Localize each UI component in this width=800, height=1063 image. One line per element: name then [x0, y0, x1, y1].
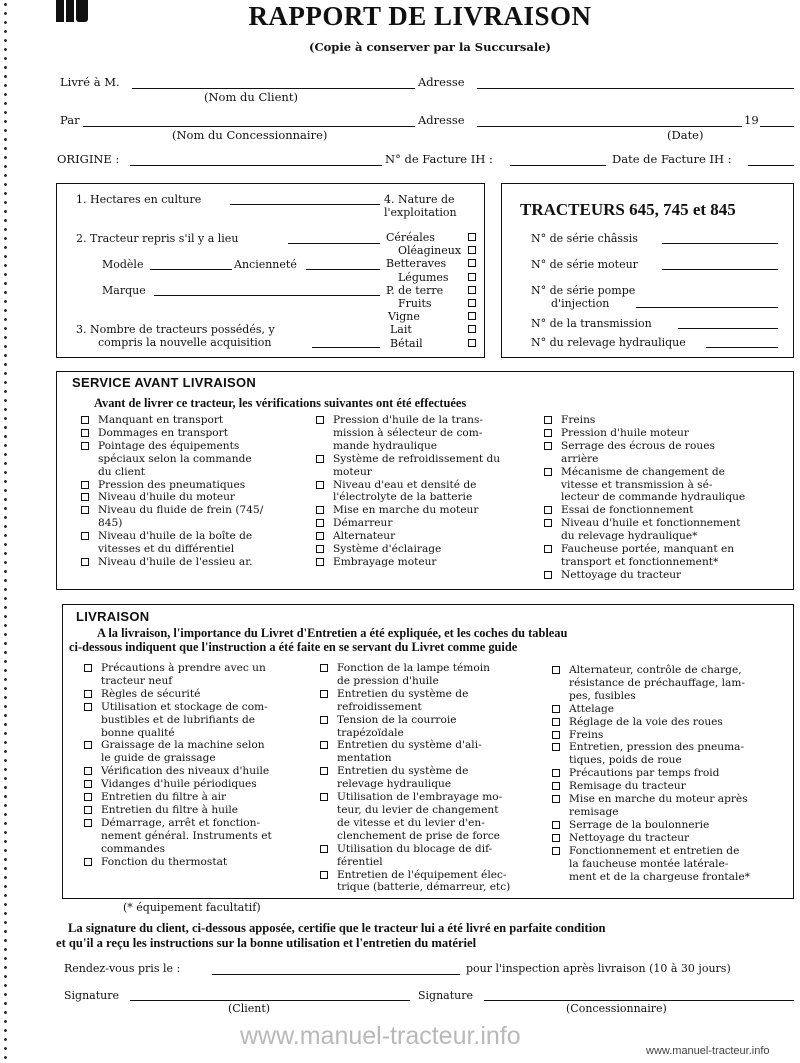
- service-item[interactable]: [544, 517, 745, 543]
- nature-list: [386, 231, 476, 350]
- livraison-item-text: Utilisation de l'embrayage mo-: [337, 791, 503, 804]
- service-item[interactable]: [544, 504, 745, 517]
- livraison-item[interactable]: [84, 778, 272, 791]
- serie-moteur-line[interactable]: [662, 269, 778, 270]
- nature-item: [386, 284, 476, 297]
- service-item[interactable]: [544, 543, 745, 569]
- service-checkbox[interactable]: [81, 558, 89, 566]
- livraison-item[interactable]: [552, 845, 750, 884]
- livraison-item-text: résistance de préchauffage, lam-: [569, 676, 745, 689]
- rdv-suffix: pour l'inspection après livraison (10 à 30 jours): [466, 962, 731, 975]
- livraison-item-text: Fonction du thermostat: [101, 855, 228, 868]
- nature-item-label: Bétail: [390, 336, 423, 350]
- nombre-label-2: compris la nouvelle acquisition: [98, 336, 272, 349]
- service-item-text: Niveau d'huile de la boîte de: [98, 530, 253, 543]
- livraison-item-text: Serrage de la boulonnerie: [569, 818, 710, 831]
- repris-label: 2. Tracteur repris s'il y a lieu: [76, 232, 239, 245]
- client-caption: (Client): [228, 1002, 271, 1015]
- service-item-text: lecteur de commande hydraulique: [561, 491, 746, 504]
- livraison-item[interactable]: [552, 703, 750, 716]
- livraison-item[interactable]: [320, 791, 510, 843]
- service-item-text: Système de refroidissement du: [333, 452, 501, 465]
- service-item-text: Nettoyage du tracteur: [561, 568, 682, 581]
- livraison-checkbox[interactable]: [320, 716, 328, 724]
- adresse-label-2: Adresse: [418, 113, 465, 127]
- tracteurs-title: TRACTEURS 645, 745 et 845: [520, 200, 736, 219]
- livraison-item-text: Nettoyage du tracteur: [569, 831, 690, 844]
- livraison-heading: LIVRAISON: [76, 609, 150, 624]
- nature-item-label: Céréales: [386, 231, 435, 244]
- service-item-text: Niveau d'eau et densité de: [333, 478, 477, 491]
- livraison-item[interactable]: [552, 729, 750, 742]
- serie-chassis-line[interactable]: [662, 243, 778, 244]
- livraison-checkbox[interactable]: [320, 664, 328, 672]
- nature-checkbox[interactable]: [468, 325, 476, 333]
- nature-label-2: l'exploitation: [384, 206, 457, 219]
- livraison-item-text: le guide de graissage: [101, 752, 216, 765]
- rdv-line[interactable]: [212, 974, 460, 975]
- livraison-item[interactable]: [552, 780, 750, 793]
- nature-item: [386, 337, 476, 350]
- adresse-label-1: Adresse: [418, 75, 465, 89]
- livraison-item-text: Démarrage, arrêt et fonction-: [101, 816, 261, 829]
- livraison-checkbox[interactable]: [552, 795, 560, 803]
- origine-label: ORIGINE :: [57, 152, 120, 166]
- service-checkbox[interactable]: [316, 519, 324, 527]
- livraison-checkbox[interactable]: [320, 793, 328, 801]
- livraison-item-text: nement général. Instruments et: [101, 829, 272, 842]
- service-checkbox[interactable]: [81, 416, 89, 424]
- nombre-label-1: 3. Nombre de tracteurs possédés, y: [76, 323, 275, 336]
- service-intro: Avant de livrer ce tracteur, les vérifications suivantes ont été effectuées: [94, 396, 467, 410]
- nature-checkbox[interactable]: [468, 312, 476, 320]
- service-item-text: Système d'éclairage: [333, 543, 442, 556]
- livraison-checkbox[interactable]: [320, 690, 328, 698]
- livraison-checkbox[interactable]: [552, 731, 560, 739]
- livraison-item-text: trapézoïdale: [337, 726, 404, 739]
- service-item-text: vitesse et transmission à sé-: [561, 478, 713, 491]
- service-item-text: l'électrolyte de la batterie: [333, 491, 473, 504]
- livraison-item[interactable]: [320, 843, 510, 869]
- livraison-item-text: Réglage de la voie des roues: [569, 715, 723, 728]
- service-checkbox[interactable]: [316, 481, 324, 489]
- service-item-text: Dommages en transport: [98, 426, 228, 439]
- service-checkbox[interactable]: [544, 545, 552, 553]
- livraison-checkbox[interactable]: [84, 858, 92, 866]
- nature-checkbox[interactable]: [468, 259, 476, 267]
- nature-item: [386, 244, 476, 257]
- livraison-item-text: Fonctionnement et entretien de: [569, 844, 740, 857]
- service-checkbox[interactable]: [544, 468, 552, 476]
- livraison-item-text: Entretien du filtre à air: [101, 791, 227, 804]
- service-item-text: moteur: [333, 465, 372, 478]
- service-item-text: Mise en marche du moteur: [333, 504, 479, 517]
- service-item-text: Pression d'huile moteur: [561, 426, 689, 439]
- nature-item: [386, 257, 476, 270]
- livraison-item[interactable]: [320, 739, 510, 765]
- facture-date-label: Date de Facture IH :: [612, 152, 732, 166]
- marque-label: Marque: [102, 284, 146, 297]
- livraison-checkbox[interactable]: [552, 834, 560, 842]
- serie-moteur-label: N° de série moteur: [531, 258, 638, 271]
- service-item-text: Mécanisme de changement de: [561, 465, 725, 478]
- client-name-line[interactable]: [132, 88, 415, 89]
- service-item[interactable]: [316, 530, 500, 543]
- livraison-item-text: Tension de la courroie: [337, 713, 457, 726]
- livraison-item-text: tiques, poids de roue: [569, 754, 682, 767]
- service-item-text: Pression d'huile de la trans-: [333, 414, 484, 426]
- service-item[interactable]: [81, 479, 263, 492]
- livraison-item-text: Freins: [569, 728, 604, 741]
- livraison-item[interactable]: [552, 741, 750, 767]
- service-item-text: Manquant en transport: [98, 414, 224, 426]
- livraison-item-text: refroidissement: [337, 700, 422, 713]
- livraison-checkbox[interactable]: [552, 666, 560, 674]
- livraison-item[interactable]: [552, 832, 750, 845]
- service-item[interactable]: [316, 543, 500, 556]
- service-checkbox[interactable]: [81, 506, 89, 514]
- livraison-item[interactable]: [84, 739, 272, 765]
- service-item-text: spéciaux selon la commande: [98, 452, 252, 465]
- nature-checkbox[interactable]: [468, 339, 476, 347]
- pompe-label-1: N° de série pompe: [531, 284, 636, 297]
- livraison-item[interactable]: [84, 791, 272, 804]
- service-item[interactable]: [316, 504, 500, 517]
- relevage-label: N° du relevage hydraulique: [531, 336, 686, 349]
- livraison-item-text: Précautions à prendre avec un: [101, 662, 266, 674]
- livraison-item-text: bustibles et de lubrifiants de: [101, 713, 256, 726]
- service-item-text: vitesses et du différentiel: [98, 543, 235, 556]
- service-item-text: mission à sélecteur de com-: [333, 426, 483, 439]
- hectares-label: 1. Hectares en culture: [76, 193, 202, 206]
- service-item[interactable]: [544, 569, 745, 582]
- livraison-item-text: bonne qualité: [101, 726, 175, 739]
- nature-label-1: 4. Nature de: [384, 193, 455, 206]
- service-item[interactable]: [544, 440, 745, 466]
- livraison-checkbox[interactable]: [552, 743, 560, 751]
- livraison-checkbox[interactable]: [84, 741, 92, 749]
- modele-label: Modèle: [102, 258, 144, 271]
- dealer-address-line[interactable]: [477, 126, 742, 127]
- livraison-item-text: Entretien du filtre à huile: [101, 803, 239, 816]
- service-item[interactable]: [544, 466, 745, 505]
- concessionnaire-caption: (Concessionnaire): [566, 1002, 667, 1015]
- transmission-label: N° de la transmission: [531, 317, 652, 330]
- nature-item-label: Lait: [390, 323, 412, 337]
- marque-line[interactable]: [154, 295, 380, 296]
- service-checkbox[interactable]: [316, 416, 324, 424]
- service-item-text: Alternateur: [333, 530, 396, 543]
- service-checkbox[interactable]: [316, 455, 324, 463]
- livraison-item[interactable]: [84, 701, 272, 740]
- client-signature-line[interactable]: [130, 1000, 410, 1001]
- livraison-checkbox[interactable]: [84, 780, 92, 788]
- livraison-item-text: Alternateur, contrôle de charge,: [569, 664, 742, 676]
- footnote-optional: (* équipement facultatif): [123, 901, 261, 914]
- pompe-line[interactable]: [636, 307, 778, 308]
- livraison-column-2: [320, 662, 510, 894]
- service-item-text: Freins: [561, 414, 596, 426]
- livraison-item[interactable]: [320, 869, 510, 895]
- service-checkbox[interactable]: [81, 429, 89, 437]
- nombre-line[interactable]: [312, 347, 380, 348]
- livraison-item-text: Mise en marche du moteur après: [569, 793, 748, 806]
- rdv-label: Rendez-vous pris le :: [64, 962, 181, 975]
- livraison-item[interactable]: [84, 817, 272, 856]
- nature-item: [386, 271, 476, 284]
- livraison-item[interactable]: [552, 664, 750, 703]
- service-item[interactable]: [544, 427, 745, 440]
- service-item-text: du relevage hydraulique*: [561, 530, 698, 543]
- date-caption: (Date): [667, 128, 704, 142]
- service-checkbox[interactable]: [81, 532, 89, 540]
- signature-label-dealer: Signature: [418, 989, 474, 1002]
- service-checkbox[interactable]: [316, 506, 324, 514]
- service-item-text: Pression des pneumatiques: [98, 478, 246, 491]
- service-checkbox[interactable]: [81, 493, 89, 501]
- service-checkbox[interactable]: [544, 429, 552, 437]
- livraison-checkbox[interactable]: [84, 767, 92, 775]
- nature-item: [386, 297, 476, 310]
- page-subtitle: (Copie à conserver par la Succursale): [309, 40, 551, 54]
- nom-concessionnaire-caption: (Nom du Concessionnaire): [172, 128, 328, 142]
- service-item-text: Essai de fonctionnement: [561, 504, 694, 517]
- livre-label: Livré à M.: [60, 75, 120, 89]
- livraison-item[interactable]: [320, 714, 510, 740]
- service-item[interactable]: [81, 440, 263, 479]
- nature-item: [386, 231, 476, 244]
- service-item[interactable]: [81, 414, 263, 427]
- livraison-checkbox[interactable]: [84, 690, 92, 698]
- livraison-checkbox[interactable]: [320, 741, 328, 749]
- service-item[interactable]: [81, 491, 263, 504]
- livraison-item[interactable]: [320, 688, 510, 714]
- hectares-line[interactable]: [230, 204, 380, 205]
- livraison-item-text: Règles de sécurité: [101, 687, 201, 700]
- livraison-checkbox[interactable]: [84, 664, 92, 672]
- nature-checkbox[interactable]: [468, 233, 476, 241]
- livraison-checkbox[interactable]: [552, 718, 560, 726]
- livraison-checkbox[interactable]: [552, 705, 560, 713]
- livraison-item-text: relevage hydraulique: [337, 778, 452, 791]
- service-item[interactable]: [316, 556, 500, 569]
- livraison-item-text: Précautions par temps froid: [569, 767, 720, 780]
- livraison-item-text: Attelage: [569, 702, 615, 715]
- livraison-item[interactable]: [320, 662, 510, 688]
- livraison-intro-2: ci-dessous indiquent que l'instruction a été faite en se servant du Livret comme guide: [69, 640, 518, 654]
- livraison-item[interactable]: [84, 765, 272, 778]
- livraison-item-text: la faucheuse montée latérale-: [569, 857, 729, 870]
- client-address-line[interactable]: [477, 88, 794, 89]
- service-item-text: transport et fonctionnement*: [561, 555, 719, 568]
- livraison-item-text: Fonction de la lampe témoin: [337, 662, 490, 674]
- service-item-text: 845): [98, 517, 123, 530]
- nature-item-label: Vigne: [388, 310, 420, 324]
- livraison-checkbox[interactable]: [552, 782, 560, 790]
- modele-line[interactable]: [150, 269, 232, 270]
- service-checkbox[interactable]: [544, 519, 552, 527]
- nature-checkbox[interactable]: [468, 299, 476, 307]
- service-item-text: Serrage des écrous de roues: [561, 439, 715, 452]
- service-item-text: Embrayage moteur: [333, 555, 437, 568]
- signature-statement-2: et qu'il a reçu les instructions sur la bonne utilisation et l'entretien du matériel: [56, 936, 477, 950]
- nature-checkbox[interactable]: [468, 273, 476, 281]
- origine-line[interactable]: [130, 165, 382, 166]
- watermark-large: www.manuel-tracteur.info: [240, 1022, 521, 1050]
- livraison-column-1: [84, 662, 272, 869]
- livraison-checkbox[interactable]: [552, 769, 560, 777]
- service-checkbox[interactable]: [544, 416, 552, 424]
- service-item-text: Niveau d'huile du moteur: [98, 491, 235, 504]
- livraison-item-text: férentiel: [337, 855, 383, 868]
- livraison-item-text: teur, du levier de changement: [337, 803, 499, 816]
- livraison-intro-1: A la livraison, l'importance du Livret d'Entretien a été expliquée, et les coches du tableau: [97, 626, 568, 640]
- service-item[interactable]: [81, 427, 263, 440]
- nature-item-label: P. de terre: [386, 283, 444, 297]
- livraison-item-text: pes, fusibles: [569, 689, 636, 702]
- pompe-label-2: d'injection: [551, 297, 610, 310]
- livraison-item-text: Vérification des niveaux d'huile: [101, 765, 270, 778]
- service-checkbox[interactable]: [544, 571, 552, 579]
- livraison-column-3: [552, 664, 750, 883]
- service-item[interactable]: [316, 453, 500, 479]
- service-item-text: Niveau d'huile et fonctionnement: [561, 517, 741, 530]
- service-checkbox[interactable]: [316, 532, 324, 540]
- service-column-1: [81, 414, 263, 569]
- service-item[interactable]: [316, 414, 500, 453]
- service-item-text: Démarreur: [333, 517, 393, 530]
- livraison-checkbox[interactable]: [320, 845, 328, 853]
- nom-client-caption: (Nom du Client): [204, 90, 298, 104]
- livraison-item-text: clenchement de prise de force: [337, 829, 500, 842]
- service-checkbox[interactable]: [81, 442, 89, 450]
- livraison-item[interactable]: [84, 662, 272, 688]
- service-checkbox[interactable]: [316, 558, 324, 566]
- livraison-checkbox[interactable]: [84, 819, 92, 827]
- nature-item-label: Oléagineux: [398, 244, 462, 258]
- service-item[interactable]: [81, 556, 263, 569]
- service-item[interactable]: [544, 414, 745, 427]
- livraison-checkbox[interactable]: [320, 767, 328, 775]
- service-item-text: du client: [98, 465, 146, 478]
- nature-item-label: Légumes: [398, 270, 449, 284]
- livraison-item-text: Entretien, pression des pneuma-: [569, 741, 745, 754]
- dealer-name-line[interactable]: [83, 126, 415, 127]
- service-item-text: Niveau d'huile de l'essieu ar.: [98, 555, 253, 568]
- livraison-item[interactable]: [552, 793, 750, 819]
- livraison-item[interactable]: [552, 716, 750, 729]
- serie-chassis-label: N° de série châssis: [531, 232, 638, 245]
- nature-checkbox[interactable]: [468, 286, 476, 294]
- livraison-item-text: tracteur neuf: [101, 674, 173, 687]
- livraison-item-text: ment et de la chargeuse frontale*: [569, 870, 750, 883]
- livraison-item-text: mentation: [337, 752, 392, 765]
- par-label: Par: [60, 113, 80, 127]
- livraison-checkbox[interactable]: [552, 821, 560, 829]
- service-item-text: Niveau du fluide de frein (745/: [98, 504, 264, 517]
- livraison-item[interactable]: [320, 765, 510, 791]
- livraison-item-text: Entretien du système de: [337, 765, 469, 778]
- livraison-item[interactable]: [84, 688, 272, 701]
- signature-label-client: Signature: [64, 989, 120, 1002]
- service-checkbox[interactable]: [81, 481, 89, 489]
- transmission-line[interactable]: [678, 328, 778, 329]
- service-column-3: [544, 414, 745, 582]
- watermark-small: www.manuel-tracteur.info: [646, 1045, 770, 1057]
- service-item[interactable]: [81, 504, 263, 530]
- livraison-item-text: trique (batterie, démarreur, etc): [337, 881, 511, 894]
- signature-statement-1: La signature du client, ci-dessous apposée, certifie que le tracteur lui a été livré en parfaite condition: [68, 921, 606, 935]
- anciennete-line[interactable]: [306, 269, 380, 270]
- anciennete-label: Ancienneté: [234, 258, 297, 271]
- livraison-item-text: Vidanges d'huile périodiques: [101, 778, 257, 791]
- livraison-item-text: Graissage de la machine selon: [101, 739, 265, 752]
- nature-checkbox[interactable]: [468, 246, 476, 254]
- facture-date-line[interactable]: [748, 165, 794, 166]
- livraison-item[interactable]: [84, 856, 272, 869]
- livraison-item-text: Entretien du système de: [337, 687, 469, 700]
- livraison-item-text: Entretien de l'équipement élec-: [337, 868, 507, 881]
- livraison-item[interactable]: [552, 819, 750, 832]
- service-item-text: arrière: [561, 452, 599, 465]
- livraison-item-text: de pression d'huile: [337, 674, 439, 687]
- livraison-checkbox[interactable]: [552, 847, 560, 855]
- livraison-item-text: Utilisation et stockage de com-: [101, 700, 268, 713]
- livraison-item-text: remisage: [569, 805, 619, 818]
- nature-item-label: Betteraves: [386, 257, 447, 271]
- livraison-item-text: Remisage du tracteur: [569, 780, 686, 793]
- service-column-2: [316, 414, 500, 569]
- service-heading: SERVICE AVANT LIVRAISON: [72, 375, 257, 390]
- livraison-item[interactable]: [552, 767, 750, 780]
- nature-item: [386, 323, 476, 336]
- service-checkbox[interactable]: [544, 506, 552, 514]
- nature-item-label: Fruits: [398, 297, 432, 311]
- livraison-checkbox[interactable]: [84, 793, 92, 801]
- facture-no-label: N° de Facture IH :: [385, 152, 493, 166]
- livraison-item-text: Entretien du système d'ali-: [337, 739, 482, 752]
- service-item-text: mande hydraulique: [333, 439, 438, 452]
- year-prefix: 19: [744, 113, 759, 127]
- page-title: RAPPORT DE LIVRAISON: [248, 1, 592, 31]
- service-item-text: Faucheuse portée, manquant en: [561, 543, 735, 556]
- livraison-item-text: Utilisation du blocage de dif-: [337, 842, 493, 855]
- service-item[interactable]: [316, 517, 500, 530]
- service-item[interactable]: [316, 479, 500, 505]
- service-checkbox[interactable]: [544, 442, 552, 450]
- livraison-item[interactable]: [84, 804, 272, 817]
- year-line[interactable]: [760, 126, 794, 127]
- service-item[interactable]: [81, 530, 263, 556]
- service-checkbox[interactable]: [316, 545, 324, 553]
- service-item-text: Pointage des équipements: [98, 439, 240, 452]
- dealer-signature-line[interactable]: [484, 1000, 794, 1001]
- livraison-checkbox[interactable]: [84, 806, 92, 814]
- livraison-checkbox[interactable]: [84, 703, 92, 711]
- nature-item: [386, 310, 476, 323]
- livraison-item-text: commandes: [101, 842, 166, 855]
- repris-line[interactable]: [288, 243, 380, 244]
- livraison-checkbox[interactable]: [320, 871, 328, 879]
- relevage-line[interactable]: [706, 347, 778, 348]
- facture-no-line[interactable]: [510, 165, 606, 166]
- perforation-edge: [3, 0, 8, 1063]
- livraison-item-text: de vitesse et du levier d'en-: [337, 816, 485, 829]
